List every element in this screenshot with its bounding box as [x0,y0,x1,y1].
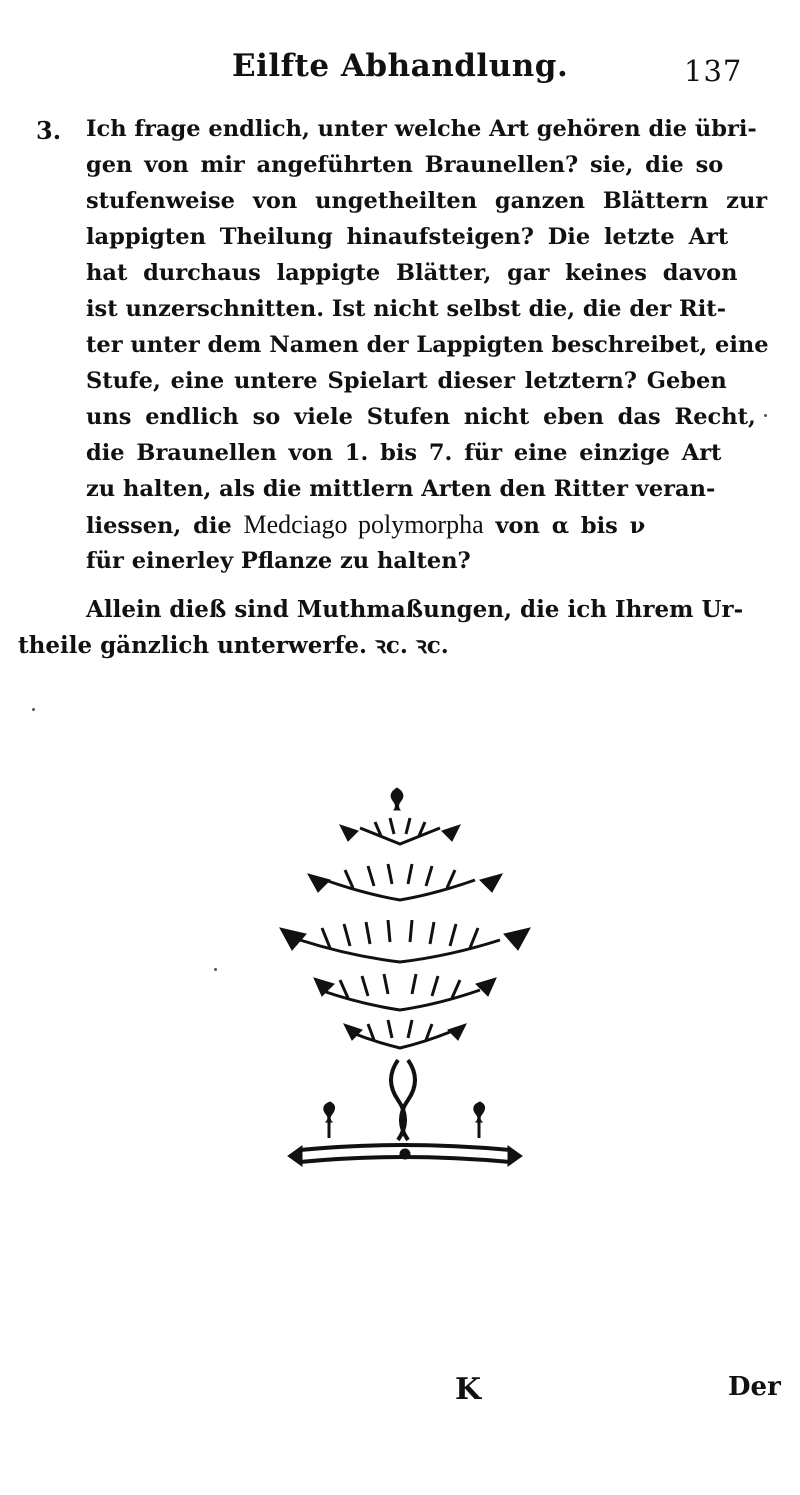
page-number: 137 [684,54,743,88]
tree-vignette-icon [270,770,540,1180]
paper-speck [214,968,217,971]
body-line-6: ist unzerschnitten. Ist nicht selbst die, die der Rit- [86,296,727,322]
paper-speck [32,708,35,711]
body-line-7: ter unter dem Namen der Lappigten beschreibet, eine [86,332,769,358]
signature-mark: K [455,1372,482,1407]
latin-plant-name: Medciago polymorpha [243,510,484,539]
body-line-3: stufenweise von ungetheilten ganzen Blättern zur [86,188,768,214]
catchword: Der [728,1372,781,1402]
line-12-after: von α bis ν [483,513,646,539]
body-line-1: Ich frage endlich, unter welche Art gehören die übri- [86,116,757,142]
body-line-2: gen von mir angeführten Braunellen? sie, die so [86,152,724,178]
running-title: Eilfte Abhandlung. [232,48,569,84]
body-line-4: lappigten Theilung hinaufsteigen? Die letzte Art [86,224,729,250]
item-number: 3. [36,116,62,145]
paper-speck [764,414,767,417]
closing-line-2: theile gänzlich unterwerfe. ꝛc. ꝛc. [18,632,449,659]
body-line-8: Stufe, eine untere Spielart dieser letztern? Geben [86,368,727,394]
body-line-10: die Braunellen von 1. bis 7. für eine einzige Art [86,440,722,466]
body-line-12 [86,512,645,538]
body-line-5: hat durchaus lappigte Blätter, gar keines davon [86,260,738,286]
closing-line-1: Allein dieß sind Muthmaßungen, die ich Ihrem Ur- [86,596,744,623]
body-line-9: uns endlich so viele Stufen nicht eben das Recht, [86,404,756,430]
body-line-13: für einerley Pflanze zu halten? [86,548,471,574]
body-line-11: zu halten, als die mittlern Arten den Ritter veran- [86,476,716,502]
line-12-before: liessen, die [86,513,244,539]
